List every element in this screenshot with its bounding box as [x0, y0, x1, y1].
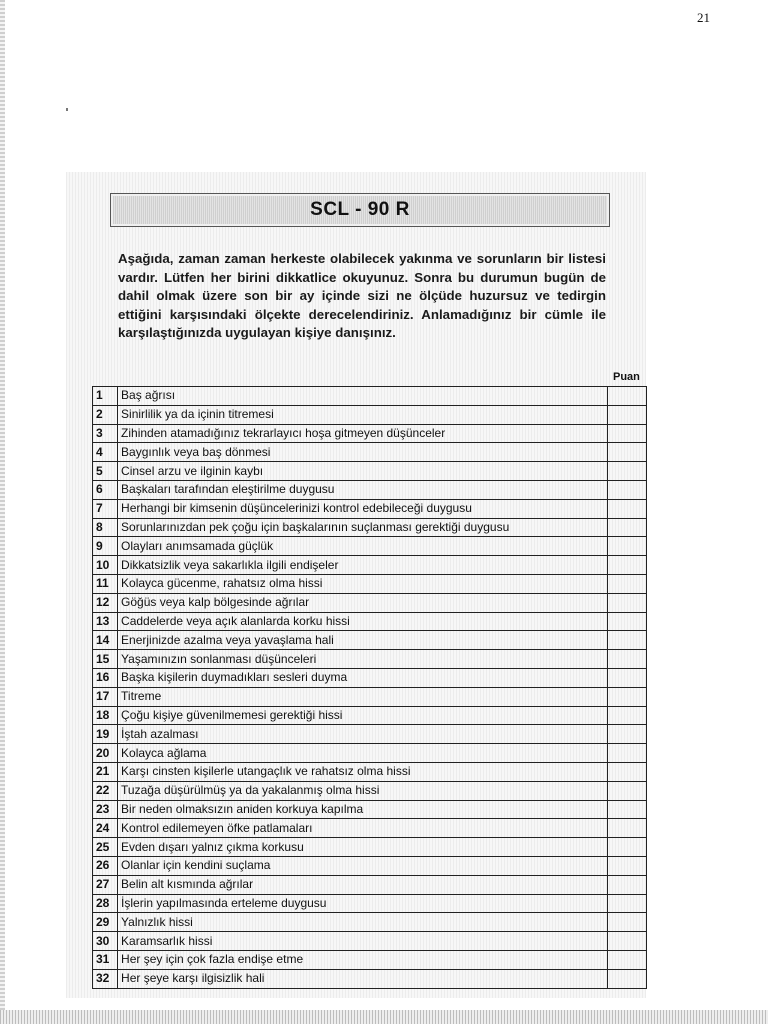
- item-row: [93, 499, 647, 518]
- item-row: [93, 744, 647, 763]
- item-text: İştah azalması: [118, 725, 608, 744]
- item-row: [93, 650, 647, 669]
- item-row: [93, 706, 647, 725]
- item-text: Kolayca gücenme, rahatsız olma hissi: [118, 574, 608, 593]
- item-row: [93, 725, 647, 744]
- item-text: Her şeye karşı ilgisizlik hali: [118, 969, 608, 988]
- item-row: [93, 612, 647, 631]
- score-cell[interactable]: [607, 387, 646, 406]
- item-row: [93, 405, 647, 424]
- score-cell[interactable]: [607, 574, 646, 593]
- item-number: 25: [93, 838, 118, 857]
- item-row: [93, 387, 647, 406]
- score-cell[interactable]: [607, 706, 646, 725]
- item-row: [93, 462, 647, 481]
- item-text: Tuzağa düşürülmüş ya da yakalanmış olma hissi: [118, 781, 608, 800]
- item-number: 16: [93, 668, 118, 687]
- score-column-header: Puan: [613, 371, 640, 383]
- score-cell[interactable]: [607, 443, 646, 462]
- item-row: [93, 913, 647, 932]
- score-cell[interactable]: [607, 593, 646, 612]
- item-text: Çoğu kişiye güvenilmemesi gerektiği hissi: [118, 706, 608, 725]
- item-row: [93, 950, 647, 969]
- item-text: Zihinden atamadığınız tekrarlayıcı hoşa gitmeyen düşünceler: [118, 424, 608, 443]
- item-text: Baygınlık veya baş dönmesi: [118, 443, 608, 462]
- item-number: 9: [93, 537, 118, 556]
- item-text: Enerjinizde azalma veya yavaşlama hali: [118, 631, 608, 650]
- score-cell[interactable]: [607, 932, 646, 951]
- item-text: Karamsarlık hissi: [118, 932, 608, 951]
- score-cell[interactable]: [607, 800, 646, 819]
- item-number: 7: [93, 499, 118, 518]
- item-number: 30: [93, 932, 118, 951]
- item-number: 21: [93, 762, 118, 781]
- score-cell[interactable]: [607, 499, 646, 518]
- item-text: Yaşamınızın sonlanması düşünceleri: [118, 650, 608, 669]
- item-number: 6: [93, 480, 118, 499]
- item-number: 12: [93, 593, 118, 612]
- item-row: [93, 856, 647, 875]
- item-number: 10: [93, 556, 118, 575]
- item-row: [93, 894, 647, 913]
- score-cell[interactable]: [607, 838, 646, 857]
- score-cell[interactable]: [607, 650, 646, 669]
- item-text: Cinsel arzu ve ilginin kaybı: [118, 462, 608, 481]
- item-row: [93, 518, 647, 537]
- item-number: 20: [93, 744, 118, 763]
- score-cell[interactable]: [607, 518, 646, 537]
- item-text: Olanlar için kendini suçlama: [118, 856, 608, 875]
- item-text: Caddelerde veya açık alanlarda korku hissi: [118, 612, 608, 631]
- score-cell[interactable]: [607, 537, 646, 556]
- score-cell[interactable]: [607, 725, 646, 744]
- item-number: 28: [93, 894, 118, 913]
- score-cell[interactable]: [607, 894, 646, 913]
- item-row: [93, 574, 647, 593]
- item-row: [93, 762, 647, 781]
- item-number: 24: [93, 819, 118, 838]
- item-text: Göğüs veya kalp bölgesinde ağrılar: [118, 593, 608, 612]
- item-text: Başkaları tarafından eleştirilme duygusu: [118, 480, 608, 499]
- item-row: [93, 687, 647, 706]
- item-row: [93, 593, 647, 612]
- item-text: Yalnızlık hissi: [118, 913, 608, 932]
- item-number: 11: [93, 574, 118, 593]
- item-number: 19: [93, 725, 118, 744]
- item-number: 5: [93, 462, 118, 481]
- score-cell[interactable]: [607, 781, 646, 800]
- item-row: [93, 631, 647, 650]
- item-text: Bir neden olmaksızın aniden korkuya kapılma: [118, 800, 608, 819]
- item-text: Karşı cinsten kişilerle utangaçlık ve rahatsız olma hissi: [118, 762, 608, 781]
- item-text: İşlerin yapılmasında erteleme duygusu: [118, 894, 608, 913]
- item-text: Dikkatsizlik veya sakarlıkla ilgili endişeler: [118, 556, 608, 575]
- item-row: [93, 969, 647, 988]
- item-row: [93, 838, 647, 857]
- item-text: Baş ağrısı: [118, 387, 608, 406]
- item-number: 14: [93, 631, 118, 650]
- item-text: Evden dışarı yalnız çıkma korkusu: [118, 838, 608, 857]
- score-cell[interactable]: [607, 687, 646, 706]
- item-number: 23: [93, 800, 118, 819]
- item-text: Başka kişilerin duymadıkları sesleri duyma: [118, 668, 608, 687]
- item-number: 32: [93, 969, 118, 988]
- scan-speck: [66, 108, 68, 111]
- item-number: 13: [93, 612, 118, 631]
- score-cell[interactable]: [607, 462, 646, 481]
- symptom-table-body: [93, 387, 647, 989]
- item-row: [93, 875, 647, 894]
- score-cell[interactable]: [607, 744, 646, 763]
- item-text: Belin alt kısmında ağrılar: [118, 875, 608, 894]
- item-number: 17: [93, 687, 118, 706]
- instructions-paragraph: Aşağıda, zaman zaman herkeste olabilecek yakınma ve sorunların bir listesi vardır. Lütfen her birini dikkatlice okuyunuz. Sonra bu durumun bugün de dahil olmak üzere son bir ay içinde sizi ne ölçüde huzursuz ve tedirgin ettiğini karşısındaki ölçekte derecelendiriniz. Anlamadığınız bir cümle ile karşılaştığınızda uygulayan kişiye danışınız.: [118, 251, 606, 340]
- score-cell[interactable]: [607, 969, 646, 988]
- item-row: [93, 932, 647, 951]
- form-title: SCL - 90 R: [310, 199, 410, 220]
- item-row: [93, 800, 647, 819]
- item-row: [93, 819, 647, 838]
- item-text: Sorunlarınızdan pek çoğu için başkalarının suçlanması gerektiği duygusu: [118, 518, 608, 537]
- item-text: Her şey için çok fazla endişe etme: [118, 950, 608, 969]
- score-cell[interactable]: [607, 856, 646, 875]
- item-row: [93, 781, 647, 800]
- item-text: Sinirlilik ya da içinin titremesi: [118, 405, 608, 424]
- item-number: 3: [93, 424, 118, 443]
- score-cell[interactable]: [607, 950, 646, 969]
- item-number: 4: [93, 443, 118, 462]
- item-number: 18: [93, 706, 118, 725]
- item-number: 31: [93, 950, 118, 969]
- item-number: 15: [93, 650, 118, 669]
- item-row: [93, 424, 647, 443]
- item-text: Kolayca ağlama: [118, 744, 608, 763]
- score-cell[interactable]: [607, 668, 646, 687]
- item-text: Titreme: [118, 687, 608, 706]
- item-number: 2: [93, 405, 118, 424]
- item-number: 8: [93, 518, 118, 537]
- symptom-table: [92, 386, 647, 989]
- scan-edge-bottom: [0, 1010, 768, 1024]
- score-cell[interactable]: [607, 480, 646, 499]
- item-row: [93, 537, 647, 556]
- item-number: 1: [93, 387, 118, 406]
- title-box: [110, 193, 610, 227]
- item-row: [93, 668, 647, 687]
- score-cell[interactable]: [607, 405, 646, 424]
- item-number: 22: [93, 781, 118, 800]
- score-cell[interactable]: [607, 875, 646, 894]
- score-cell[interactable]: [607, 762, 646, 781]
- item-row: [93, 556, 647, 575]
- score-cell[interactable]: [607, 424, 646, 443]
- score-cell[interactable]: [607, 631, 646, 650]
- page-number: 21: [697, 10, 710, 25]
- scan-edge-left: [0, 0, 5, 1024]
- item-number: 26: [93, 856, 118, 875]
- item-text: Herhangi bir kimsenin düşüncelerinizi kontrol edebileceği duygusu: [118, 499, 608, 518]
- score-cell[interactable]: [607, 612, 646, 631]
- item-row: [93, 443, 647, 462]
- item-text: Kontrol edilemeyen öfke patlamaları: [118, 819, 608, 838]
- item-number: 27: [93, 875, 118, 894]
- item-text: Olayları anımsamada güçlük: [118, 537, 608, 556]
- score-cell[interactable]: [607, 819, 646, 838]
- item-row: [93, 480, 647, 499]
- score-cell[interactable]: [607, 913, 646, 932]
- score-cell[interactable]: [607, 556, 646, 575]
- item-number: 29: [93, 913, 118, 932]
